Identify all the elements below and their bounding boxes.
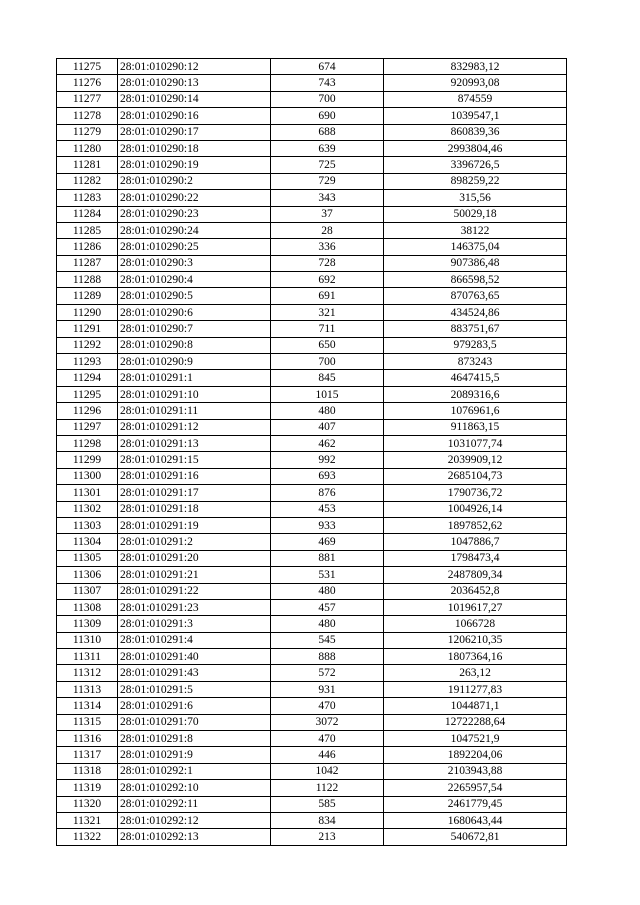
table-row — [57, 403, 567, 419]
value-cell: 2039909,12 — [384, 452, 567, 468]
value-cell: 873243 — [384, 354, 567, 370]
row-number-cell: 11313 — [57, 681, 118, 697]
cadastral-number-cell: 28:01:010291:4 — [118, 632, 271, 648]
table-row — [57, 337, 567, 353]
cadastral-number-cell: 28:01:010290:24 — [118, 222, 271, 238]
area-cell: 343 — [271, 190, 384, 206]
row-number-cell: 11307 — [57, 583, 118, 599]
area-cell: 407 — [271, 419, 384, 435]
value-cell: 50029,18 — [384, 206, 567, 222]
row-number-cell: 11321 — [57, 812, 118, 828]
value-cell: 1911277,83 — [384, 681, 567, 697]
value-cell: 883751,67 — [384, 321, 567, 337]
table-row — [57, 550, 567, 566]
row-number-cell: 11293 — [57, 354, 118, 370]
table-row — [57, 452, 567, 468]
row-number-cell: 11298 — [57, 435, 118, 451]
cadastral-number-cell: 28:01:010290:22 — [118, 190, 271, 206]
table-row — [57, 517, 567, 533]
table-row — [57, 681, 567, 697]
value-cell: 2461779,45 — [384, 796, 567, 812]
table-body — [57, 59, 567, 846]
row-number-cell: 11282 — [57, 173, 118, 189]
value-cell: 898259,22 — [384, 173, 567, 189]
row-number-cell: 11311 — [57, 649, 118, 665]
row-number-cell: 11306 — [57, 567, 118, 583]
row-number-cell: 11294 — [57, 370, 118, 386]
area-cell: 743 — [271, 75, 384, 91]
area-cell: 931 — [271, 681, 384, 697]
cadastral-number-cell: 28:01:010291:18 — [118, 501, 271, 517]
cadastral-number-cell: 28:01:010290:25 — [118, 239, 271, 255]
row-number-cell: 11288 — [57, 272, 118, 288]
area-cell: 876 — [271, 485, 384, 501]
table-row — [57, 370, 567, 386]
table-row — [57, 665, 567, 681]
cadastral-number-cell: 28:01:010292:13 — [118, 829, 271, 845]
value-cell: 1004926,14 — [384, 501, 567, 517]
value-cell: 907386,48 — [384, 255, 567, 271]
table-row — [57, 190, 567, 206]
cadastral-number-cell: 28:01:010290:17 — [118, 124, 271, 140]
row-number-cell: 11320 — [57, 796, 118, 812]
row-number-cell: 11310 — [57, 632, 118, 648]
row-number-cell: 11302 — [57, 501, 118, 517]
table-row — [57, 108, 567, 124]
table-row — [57, 140, 567, 156]
row-number-cell: 11314 — [57, 698, 118, 714]
cadastral-number-cell: 28:01:010290:16 — [118, 108, 271, 124]
table-row — [57, 173, 567, 189]
value-cell: 866598,52 — [384, 272, 567, 288]
row-number-cell: 11295 — [57, 386, 118, 402]
cadastral-number-cell: 28:01:010292:11 — [118, 796, 271, 812]
value-cell: 860839,36 — [384, 124, 567, 140]
row-number-cell: 11275 — [57, 59, 118, 75]
cadastral-number-cell: 28:01:010291:22 — [118, 583, 271, 599]
cadastral-number-cell: 28:01:010291:17 — [118, 485, 271, 501]
area-cell: 728 — [271, 255, 384, 271]
table-row — [57, 599, 567, 615]
area-cell: 881 — [271, 550, 384, 566]
table-row — [57, 59, 567, 75]
value-cell: 3396726,5 — [384, 157, 567, 173]
area-cell: 531 — [271, 567, 384, 583]
row-number-cell: 11318 — [57, 763, 118, 779]
table-row — [57, 419, 567, 435]
row-number-cell: 11290 — [57, 304, 118, 320]
cadastral-number-cell: 28:01:010291:5 — [118, 681, 271, 697]
value-cell: 1206210,35 — [384, 632, 567, 648]
table-row — [57, 763, 567, 779]
area-cell: 480 — [271, 616, 384, 632]
value-cell: 832983,12 — [384, 59, 567, 75]
cadastral-number-cell: 28:01:010291:9 — [118, 747, 271, 763]
value-cell: 1019617,27 — [384, 599, 567, 615]
value-cell: 2036452,8 — [384, 583, 567, 599]
cadastral-number-cell: 28:01:010291:3 — [118, 616, 271, 632]
cadastral-number-cell: 28:01:010292:12 — [118, 812, 271, 828]
value-cell: 1798473,4 — [384, 550, 567, 566]
table-row — [57, 501, 567, 517]
table-row — [57, 534, 567, 550]
area-cell: 457 — [271, 599, 384, 615]
row-number-cell: 11277 — [57, 91, 118, 107]
cadastral-number-cell: 28:01:010290:2 — [118, 173, 271, 189]
cadastral-number-cell: 28:01:010290:8 — [118, 337, 271, 353]
cadastral-number-cell: 28:01:010291:13 — [118, 435, 271, 451]
cadastral-number-cell: 28:01:010291:11 — [118, 403, 271, 419]
cadastral-number-cell: 28:01:010290:23 — [118, 206, 271, 222]
row-number-cell: 11315 — [57, 714, 118, 730]
table-row — [57, 304, 567, 320]
area-cell: 933 — [271, 517, 384, 533]
table-row — [57, 206, 567, 222]
cadastral-number-cell: 28:01:010290:12 — [118, 59, 271, 75]
area-cell: 480 — [271, 583, 384, 599]
cadastral-number-cell: 28:01:010290:7 — [118, 321, 271, 337]
row-number-cell: 11283 — [57, 190, 118, 206]
area-cell: 321 — [271, 304, 384, 320]
area-cell: 888 — [271, 649, 384, 665]
cadastral-number-cell: 28:01:010290:3 — [118, 255, 271, 271]
row-number-cell: 11322 — [57, 829, 118, 845]
value-cell: 1892204,06 — [384, 747, 567, 763]
table-row — [57, 567, 567, 583]
table-row — [57, 255, 567, 271]
area-cell: 585 — [271, 796, 384, 812]
table-row — [57, 812, 567, 828]
table-row — [57, 649, 567, 665]
area-cell: 700 — [271, 91, 384, 107]
cadastral-number-cell: 28:01:010291:10 — [118, 386, 271, 402]
row-number-cell: 11317 — [57, 747, 118, 763]
cadastral-number-cell: 28:01:010291:6 — [118, 698, 271, 714]
cadastral-number-cell: 28:01:010291:15 — [118, 452, 271, 468]
area-cell: 729 — [271, 173, 384, 189]
cadastral-number-cell: 28:01:010291:20 — [118, 550, 271, 566]
table-row — [57, 272, 567, 288]
value-cell: 1047521,9 — [384, 731, 567, 747]
cadastral-number-cell: 28:01:010292:10 — [118, 780, 271, 796]
value-cell: 1897852,62 — [384, 517, 567, 533]
row-number-cell: 11289 — [57, 288, 118, 304]
table-row — [57, 714, 567, 730]
area-cell: 480 — [271, 403, 384, 419]
table-row — [57, 632, 567, 648]
cadastral-number-cell: 28:01:010291:19 — [118, 517, 271, 533]
value-cell: 12722288,64 — [384, 714, 567, 730]
area-cell: 3072 — [271, 714, 384, 730]
row-number-cell: 11316 — [57, 731, 118, 747]
row-number-cell: 11296 — [57, 403, 118, 419]
value-cell: 979283,5 — [384, 337, 567, 353]
table-row — [57, 829, 567, 845]
value-cell: 2487809,34 — [384, 567, 567, 583]
row-number-cell: 11280 — [57, 140, 118, 156]
table-row — [57, 485, 567, 501]
table-row — [57, 157, 567, 173]
cadastral-number-cell: 28:01:010290:19 — [118, 157, 271, 173]
cadastral-number-cell: 28:01:010291:70 — [118, 714, 271, 730]
value-cell: 1076961,6 — [384, 403, 567, 419]
table-row — [57, 468, 567, 484]
cadastral-number-cell: 28:01:010290:13 — [118, 75, 271, 91]
cadastral-value-table — [56, 58, 567, 846]
value-cell: 1047886,7 — [384, 534, 567, 550]
value-cell: 2089316,6 — [384, 386, 567, 402]
value-cell: 1031077,74 — [384, 435, 567, 451]
area-cell: 639 — [271, 140, 384, 156]
value-cell: 4647415,5 — [384, 370, 567, 386]
table-row — [57, 435, 567, 451]
value-cell: 1807364,16 — [384, 649, 567, 665]
value-cell: 2685104,73 — [384, 468, 567, 484]
area-cell: 37 — [271, 206, 384, 222]
row-number-cell: 11301 — [57, 485, 118, 501]
row-number-cell: 11319 — [57, 780, 118, 796]
area-cell: 1015 — [271, 386, 384, 402]
area-cell: 545 — [271, 632, 384, 648]
value-cell: 263,12 — [384, 665, 567, 681]
area-cell: 693 — [271, 468, 384, 484]
row-number-cell: 11300 — [57, 468, 118, 484]
row-number-cell: 11308 — [57, 599, 118, 615]
value-cell: 1039547,1 — [384, 108, 567, 124]
area-cell: 674 — [271, 59, 384, 75]
cadastral-number-cell: 28:01:010291:12 — [118, 419, 271, 435]
table-row — [57, 386, 567, 402]
cadastral-number-cell: 28:01:010291:16 — [118, 468, 271, 484]
row-number-cell: 11304 — [57, 534, 118, 550]
row-number-cell: 11284 — [57, 206, 118, 222]
area-cell: 845 — [271, 370, 384, 386]
area-cell: 992 — [271, 452, 384, 468]
table-row — [57, 731, 567, 747]
value-cell: 911863,15 — [384, 419, 567, 435]
cadastral-number-cell: 28:01:010291:2 — [118, 534, 271, 550]
area-cell: 470 — [271, 731, 384, 747]
table-row — [57, 124, 567, 140]
value-cell: 315,56 — [384, 190, 567, 206]
row-number-cell: 11276 — [57, 75, 118, 91]
document-page — [56, 58, 567, 846]
value-cell: 540672,81 — [384, 829, 567, 845]
table-row — [57, 354, 567, 370]
cadastral-number-cell: 28:01:010290:6 — [118, 304, 271, 320]
table-row — [57, 780, 567, 796]
table-row — [57, 75, 567, 91]
area-cell: 469 — [271, 534, 384, 550]
table-row — [57, 91, 567, 107]
value-cell: 2103943,88 — [384, 763, 567, 779]
table-row — [57, 796, 567, 812]
cadastral-number-cell: 28:01:010292:1 — [118, 763, 271, 779]
cadastral-number-cell: 28:01:010290:14 — [118, 91, 271, 107]
table-row — [57, 698, 567, 714]
cadastral-number-cell: 28:01:010291:40 — [118, 649, 271, 665]
row-number-cell: 11309 — [57, 616, 118, 632]
area-cell: 572 — [271, 665, 384, 681]
area-cell: 711 — [271, 321, 384, 337]
cadastral-number-cell: 28:01:010290:5 — [118, 288, 271, 304]
value-cell: 1680643,44 — [384, 812, 567, 828]
table-row — [57, 747, 567, 763]
row-number-cell: 11312 — [57, 665, 118, 681]
area-cell: 446 — [271, 747, 384, 763]
row-number-cell: 11285 — [57, 222, 118, 238]
cadastral-number-cell: 28:01:010290:18 — [118, 140, 271, 156]
area-cell: 336 — [271, 239, 384, 255]
area-cell: 1122 — [271, 780, 384, 796]
cadastral-number-cell: 28:01:010291:1 — [118, 370, 271, 386]
row-number-cell: 11292 — [57, 337, 118, 353]
value-cell: 434524,86 — [384, 304, 567, 320]
area-cell: 650 — [271, 337, 384, 353]
area-cell: 725 — [271, 157, 384, 173]
table-row — [57, 616, 567, 632]
cadastral-number-cell: 28:01:010291:23 — [118, 599, 271, 615]
value-cell: 38122 — [384, 222, 567, 238]
cadastral-number-cell: 28:01:010291:21 — [118, 567, 271, 583]
value-cell: 1066728 — [384, 616, 567, 632]
row-number-cell: 11297 — [57, 419, 118, 435]
cadastral-number-cell: 28:01:010291:8 — [118, 731, 271, 747]
area-cell: 834 — [271, 812, 384, 828]
value-cell: 1790736,72 — [384, 485, 567, 501]
area-cell: 1042 — [271, 763, 384, 779]
area-cell: 462 — [271, 435, 384, 451]
table-row — [57, 583, 567, 599]
row-number-cell: 11281 — [57, 157, 118, 173]
cadastral-number-cell: 28:01:010290:9 — [118, 354, 271, 370]
row-number-cell: 11305 — [57, 550, 118, 566]
value-cell: 870763,65 — [384, 288, 567, 304]
row-number-cell: 11291 — [57, 321, 118, 337]
table-row — [57, 239, 567, 255]
cadastral-number-cell: 28:01:010290:4 — [118, 272, 271, 288]
area-cell: 453 — [271, 501, 384, 517]
row-number-cell: 11278 — [57, 108, 118, 124]
cadastral-number-cell: 28:01:010291:43 — [118, 665, 271, 681]
value-cell: 920993,08 — [384, 75, 567, 91]
area-cell: 690 — [271, 108, 384, 124]
table-row — [57, 222, 567, 238]
value-cell: 2265957,54 — [384, 780, 567, 796]
row-number-cell: 11286 — [57, 239, 118, 255]
value-cell: 2993804,46 — [384, 140, 567, 156]
row-number-cell: 11303 — [57, 517, 118, 533]
area-cell: 688 — [271, 124, 384, 140]
value-cell: 146375,04 — [384, 239, 567, 255]
row-number-cell: 11287 — [57, 255, 118, 271]
area-cell: 691 — [271, 288, 384, 304]
table-row — [57, 288, 567, 304]
area-cell: 28 — [271, 222, 384, 238]
value-cell: 874559 — [384, 91, 567, 107]
area-cell: 470 — [271, 698, 384, 714]
area-cell: 700 — [271, 354, 384, 370]
value-cell: 1044871,1 — [384, 698, 567, 714]
table-row — [57, 321, 567, 337]
area-cell: 692 — [271, 272, 384, 288]
row-number-cell: 11299 — [57, 452, 118, 468]
row-number-cell: 11279 — [57, 124, 118, 140]
area-cell: 213 — [271, 829, 384, 845]
